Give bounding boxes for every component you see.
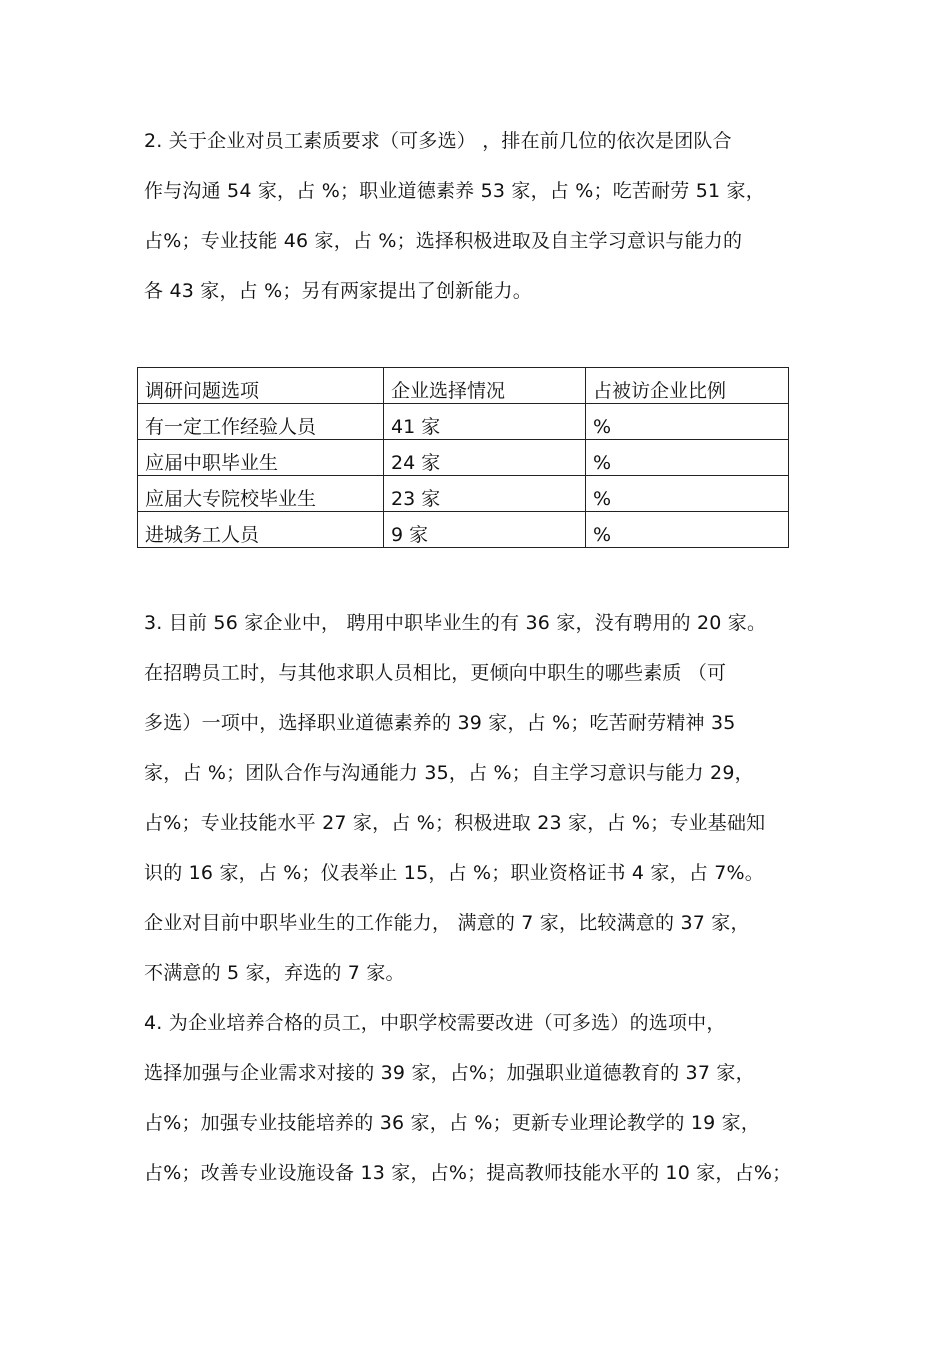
table-cell: % [586, 512, 789, 548]
table-header-cell: 调研问题选项 [138, 368, 384, 404]
table-cell: 应届中职毕业生 [138, 440, 384, 476]
table-row [138, 476, 789, 512]
table-cell: % [586, 404, 789, 440]
table-header-row [138, 368, 789, 404]
table-cell: 应届大专院校毕业生 [138, 476, 384, 512]
paragraph-line: 各 43 家，占 %；另有两家提出了创新能力。 [144, 280, 532, 302]
paragraph-section-3 [144, 598, 824, 998]
paragraph-line: 占%；专业技能 46 家，占 %；选择积极进取及自主学习意识与能力的 [144, 230, 743, 252]
paragraph-line: 作与沟通 54 家，占 %；职业道德素养 53 家，占 %；吃苦耐劳 51 家， [144, 180, 765, 202]
survey-table [137, 367, 789, 548]
table-cell: 23 家 [384, 476, 586, 512]
table-row [138, 440, 789, 476]
paragraph-section-2 [144, 116, 824, 316]
table-row [138, 512, 789, 548]
paragraph-line: 企业对目前中职毕业生的工作能力， 满意的 7 家，比较满意的 37 家， [144, 912, 750, 934]
paragraph-line: 多选）一项中，选择职业道德素养的 39 家，占 %；吃苦耐劳精神 35 [144, 712, 736, 734]
paragraph-line: 不满意的 5 家，弃选的 7 家。 [144, 962, 405, 984]
table-cell: 进城务工人员 [138, 512, 384, 548]
paragraph-line: 占%；加强专业技能培养的 36 家，占 %；更新专业理论教学的 19 家， [144, 1112, 761, 1134]
paragraph-line: 2. 关于企业对员工素质要求（可多选） ，排在前几位的依次是团队合 [144, 130, 732, 152]
paragraph-line: 家，占 %；团队合作与沟通能力 35，占 %；自主学习意识与能力 29， [144, 762, 754, 784]
table-header-cell: 企业选择情况 [384, 368, 586, 404]
table-cell: 41 家 [384, 404, 586, 440]
paragraph-line: 在招聘员工时，与其他求职人员相比，更倾向中职生的哪些素质 （可 [144, 662, 727, 684]
paragraph-line: 3. 目前 56 家企业中， 聘用中职毕业生的有 36 家，没有聘用的 20 家。 [144, 612, 767, 634]
table-cell: 有一定工作经验人员 [138, 404, 384, 440]
table-cell: % [586, 476, 789, 512]
table-cell: 9 家 [384, 512, 586, 548]
paragraph-line: 4. 为企业培养合格的员工，中职学校需要改进（可多选）的选项中， [144, 1012, 726, 1034]
table-cell: % [586, 440, 789, 476]
table-cell: 24 家 [384, 440, 586, 476]
paragraph-line: 占%；专业技能水平 27 家，占 %；积极进取 23 家，占 %；专业基础知 [144, 812, 766, 834]
paragraph-line: 选择加强与企业需求对接的 39 家，占%；加强职业道德教育的 37 家， [144, 1062, 755, 1084]
paragraph-line: 识的 16 家，占 %；仪表举止 15，占 %；职业资格证书 4 家，占 7%。 [144, 862, 765, 884]
table-header-cell: 占被访企业比例 [586, 368, 789, 404]
paragraph-line: 占%；改善专业设施设备 13 家，占%；提高教师技能水平的 10 家，占%； [144, 1162, 792, 1184]
paragraph-section-4 [144, 998, 824, 1198]
table-row [138, 404, 789, 440]
